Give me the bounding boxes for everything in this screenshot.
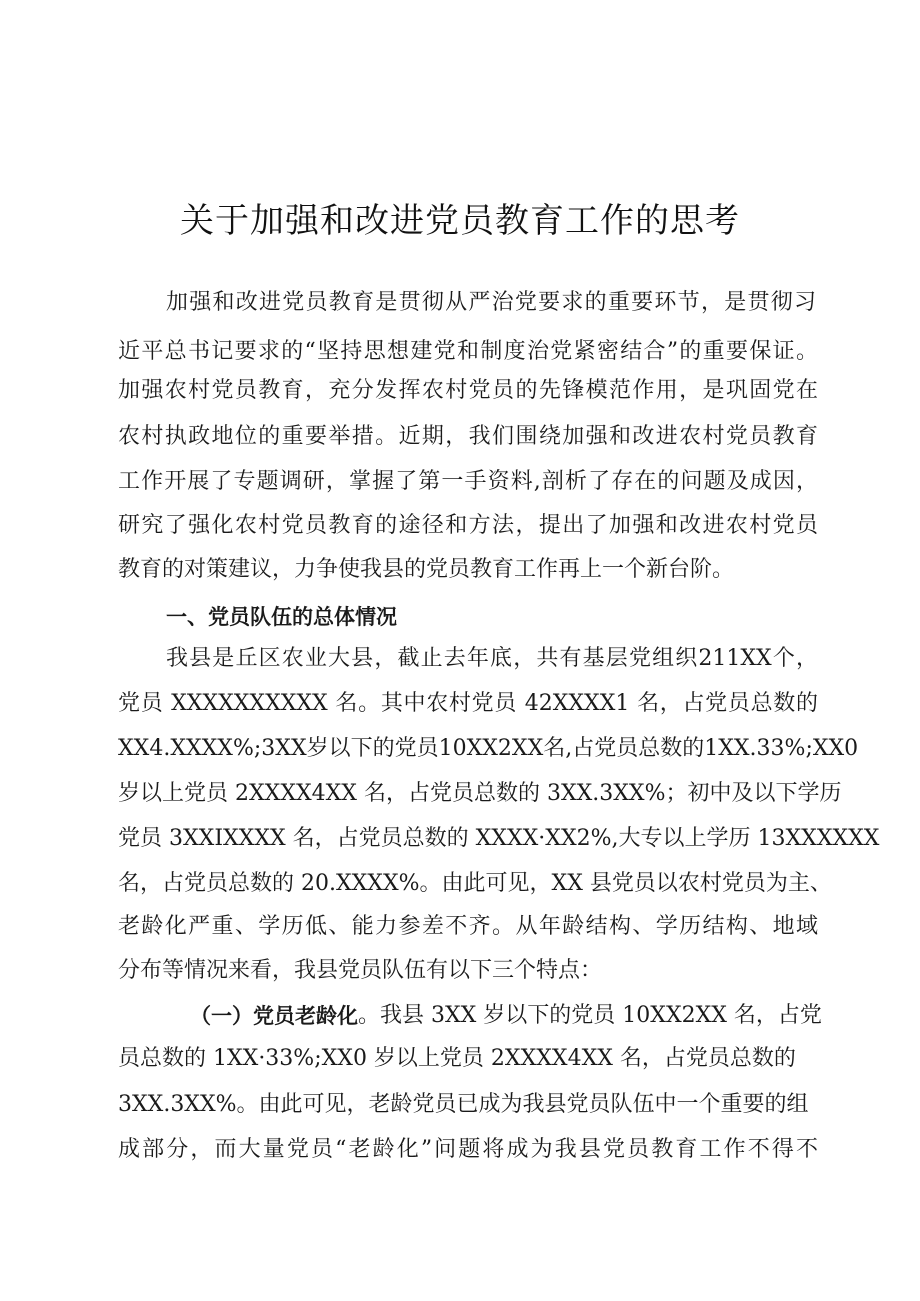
body-line: 我县是丘区农业大县，截止去年底，共有基层党组织211XX个， xyxy=(166,646,818,671)
body-line: 党员 XXXXXXXXXX 名。其中农村党员 42XXXX1 名，占党员总数的 xyxy=(118,691,818,716)
subsection-first-line xyxy=(190,997,822,1035)
intro-line: 工作开展了专题调研，掌握了第一手资料,剖析了存在的问题及成因， xyxy=(118,469,818,494)
body-line: XX4.XXXX%;3XX岁以下的党员10XX2XX名,占党员总数的1XX.33%;XX0 xyxy=(118,736,859,761)
body-line: 名，占党员总数的 20.XXXX%。由此可见，XX 县党员以农村党员为主、 xyxy=(118,871,832,896)
intro-line: 近平总书记要求的“坚持思想建党和制度治党紧密结合”的重要保证。 xyxy=(118,339,818,364)
body-line: 3XX.3XX%。由此可见，老龄党员已成为我县党员队伍中一个重要的组 xyxy=(118,1092,809,1117)
subsection-text: 。我县 3XX 岁以下的党员 10XX2XX 名，占党 xyxy=(358,1003,822,1028)
body-line: 岁以上党员 2XXXX4XX 名，占党员总数的 3XX.3XX%；初中及以下学历 xyxy=(118,781,842,806)
intro-line: 加强和改进党员教育是贯彻从严治党要求的重要环节，是贯彻习 xyxy=(166,290,816,315)
intro-line: 加强农村党员教育，充分发挥农村党员的先锋模范作用，是巩固党在 xyxy=(118,378,818,403)
document-title: 关于加强和改进党员教育工作的思考 xyxy=(180,201,740,241)
intro-line: 研究了强化农村党员教育的途径和方法，提出了加强和改进农村党员 xyxy=(118,513,818,538)
subsection-heading: （一）党员老龄化 xyxy=(190,1004,358,1028)
intro-line: 教育的对策建议，力争使我县的党员教育工作再上一个新台阶。 xyxy=(118,557,735,582)
section-heading: 一、党员队伍的总体情况 xyxy=(166,605,397,629)
body-line: 老龄化严重、学历低、能力参差不齐。从年龄结构、学历结构、地域 xyxy=(118,914,818,939)
body-line: 员总数的 1XX·33%;XX0 岁以上党员 2XXXX4XX 名，占党员总数的 xyxy=(118,1046,796,1071)
intro-line: 农村执政地位的重要举措。近期，我们围绕加强和改进农村党员教育 xyxy=(118,424,818,449)
body-line: 分布等情况来看，我县党员队伍有以下三个特点： xyxy=(118,958,603,983)
body-line: 党员 3XXIXXXX 名，占党员总数的 XXXX·XX2%,大专以上学历 13XXXXXX xyxy=(118,826,880,851)
body-line: 成部分，而大量党员“老龄化”问题将成为我县党员教育工作不得不 xyxy=(118,1137,818,1162)
